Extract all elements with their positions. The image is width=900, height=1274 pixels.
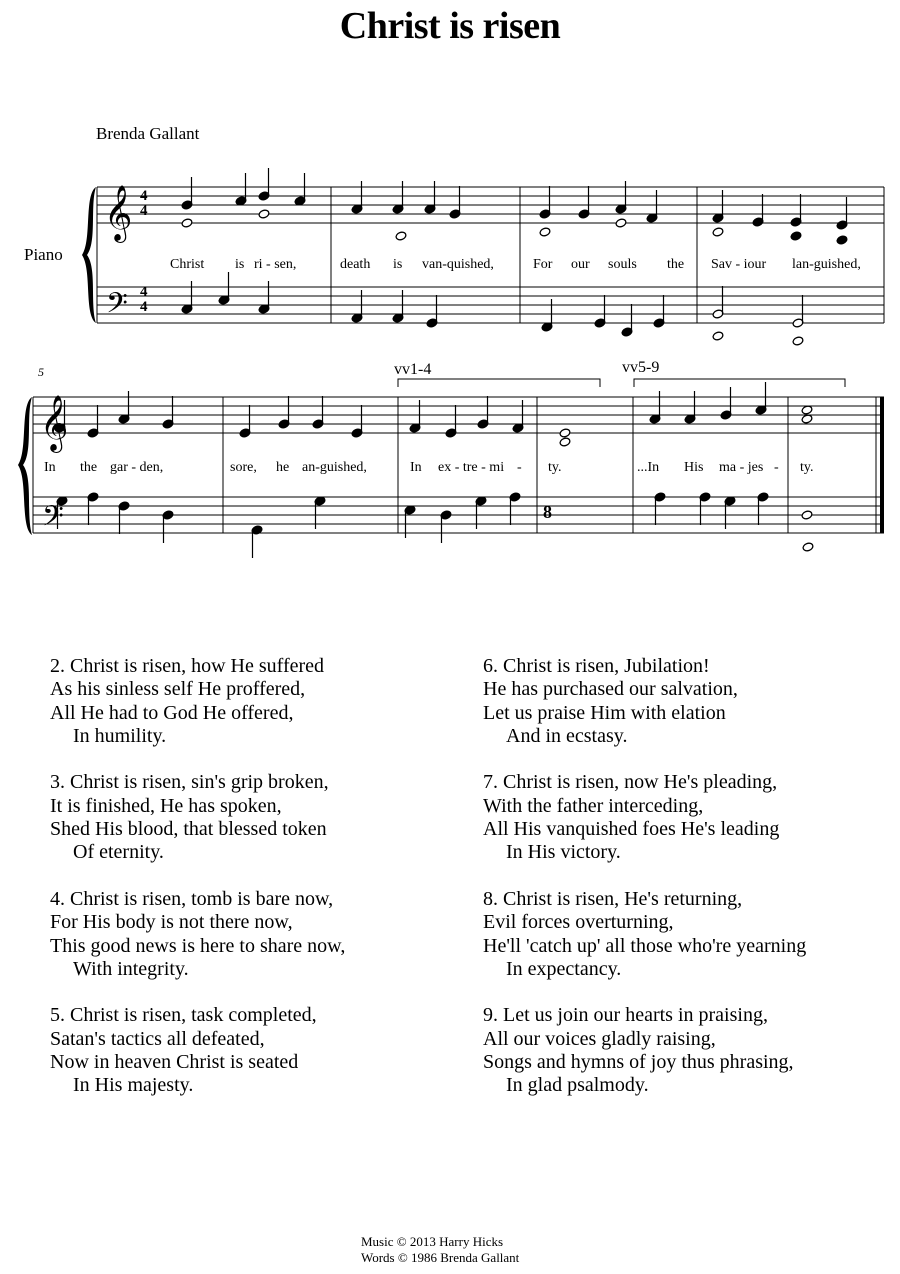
stanza [483,888,883,981]
notehead [395,231,407,241]
verse-line: Let us praise Him with elation [483,701,726,724]
music-score [0,0,900,620]
credits [361,1234,519,1266]
verse-line: As his sinless self He proffered, [50,678,306,701]
lyric-syllable: death [340,257,371,272]
lyric-syllable: lan-guished, [792,257,861,272]
brace-system-1 [82,187,96,323]
verse-line: For His body is not there now, [50,911,293,934]
verse-line: He'll 'catch up' all those who're yearning [483,934,807,957]
verse-line: This good news is here to share now, [50,934,346,957]
verse-line: All our voices gladly raising, [483,1027,716,1050]
notehead [559,428,571,438]
verse-line: With integrity. [73,957,189,980]
barlines [33,187,884,533]
lyric-syllable: Sav - iour [711,257,767,272]
lyric-syllable: ma - jes [719,460,764,475]
lyric-syllable: the [80,460,98,475]
lyric-syllable: is [235,257,245,272]
notehead [181,218,193,228]
verse-line: In His victory. [506,841,621,864]
stanza [50,655,450,748]
verse-line: In glad psalmody. [506,1074,649,1097]
lyric-syllable: he [276,460,290,475]
verse-line: Satan's tactics all defeated, [50,1027,265,1050]
verse-line: It is finished, He has spoken, [50,794,282,817]
notehead [836,235,848,245]
bass-clef-icon: 𝄢 [106,287,128,327]
verse-line: Songs and hymns of joy thus phrasing, [483,1051,794,1074]
measure-number: 5 [38,365,44,379]
lyric-syllable: - [774,460,779,475]
verse-line: Evil forces overturning, [483,911,674,934]
stanza [50,888,450,981]
notehead [790,231,802,241]
verse-line: With the father interceding, [483,794,704,817]
verse-line: Now in heaven Christ is seated [50,1051,299,1074]
time-signature-top: 4 [140,284,148,300]
notehead [792,336,804,346]
lyric-syllable: - [517,460,522,475]
volta-label: vv1-4 [394,361,432,378]
volta-label: vv5-9 [622,359,660,376]
time-signature-top: 4 [140,188,148,204]
lyric-syllable: gar - den, [110,460,164,475]
instrument-label: Piano [24,245,63,264]
bass-breve-label: 8 [543,502,552,522]
lyric-syllable: ...In [637,460,660,475]
lyric-syllable: In [44,460,56,475]
notehead [559,437,571,447]
lyric-syllable: an-guished, [302,460,367,475]
notehead [539,227,551,237]
staff-lines [33,187,884,533]
lyric-syllable: sore, [230,460,257,475]
verse-line: 6. Christ is risen, Jubilation! [483,655,710,677]
verse-line: In humility. [73,724,167,747]
time-signature-bottom: 4 [140,203,148,219]
notehead [801,510,813,520]
volta-brackets [398,379,845,387]
verse-line: All He had to God He offered, [50,701,294,724]
verse-line: 4. Christ is risen, tomb is bare now, [50,887,334,910]
bass-clef-icon: 𝄢 [42,500,64,540]
notehead [712,227,724,237]
verse-line: Shed His blood, that blessed token [50,818,327,841]
lyric-syllable: For [533,257,553,272]
lyric-syllable: the [667,257,685,272]
verse-line: All His vanquished foes He's leading [483,818,780,841]
lyric-syllable: van-quished, [422,257,494,272]
verse-line: 8. Christ is risen, He's returning, [483,887,743,910]
notehead [615,218,627,228]
verses-right-column [483,655,883,1121]
lyric-syllable: His [684,460,704,475]
stanza [50,1004,450,1097]
notehead [712,331,724,341]
lyric-syllable: Christ [170,257,205,272]
page-title: Christ is risen [339,5,561,47]
notehead [802,542,814,552]
notehead [258,209,270,219]
verse-line: 3. Christ is risen, sin's grip broken, [50,771,329,794]
verse-line: 9. Let us join our hearts in praising, [483,1004,768,1027]
verse-line: And in ecstasy. [506,724,628,747]
stanza [483,655,883,748]
lyric-syllable: is [393,257,403,272]
verse-line: 7. Christ is risen, now He's pleading, [483,771,778,794]
lyric-syllable: ex - tre - mi [438,460,505,475]
lyric-syllable: ri - sen, [254,257,297,272]
lyric-syllable: our [571,257,590,272]
brace-system-2 [18,397,32,535]
lyric-syllable: ty. [548,460,562,475]
lyric-syllable: souls [608,257,637,272]
lyric-syllable: In [410,460,422,475]
composer-name: Brenda Gallant [96,124,200,143]
verse-line: In His majesty. [73,1074,194,1097]
stanza [50,771,450,864]
stanza [483,1004,883,1097]
notes [54,168,848,558]
music-credit: Music © 2013 Harry Hicks [361,1234,504,1249]
verse-line: He has purchased our salvation, [483,678,738,701]
treble-clef-icon: 𝄞 [104,185,133,241]
stanza [483,771,883,864]
verses-left-column [50,655,450,1121]
time-signature-bottom: 4 [140,299,148,315]
words-credit: Words © 1986 Brenda Gallant [361,1250,520,1265]
lyric-syllable: ty. [800,460,814,475]
verse-line: 5. Christ is risen, task completed, [50,1004,317,1027]
verse-line: 2. Christ is risen, how He suffered [50,655,325,677]
verse-line: In expectancy. [506,957,622,980]
treble-clef-icon: 𝄞 [40,395,69,451]
verse-line: Of eternity. [73,841,164,864]
